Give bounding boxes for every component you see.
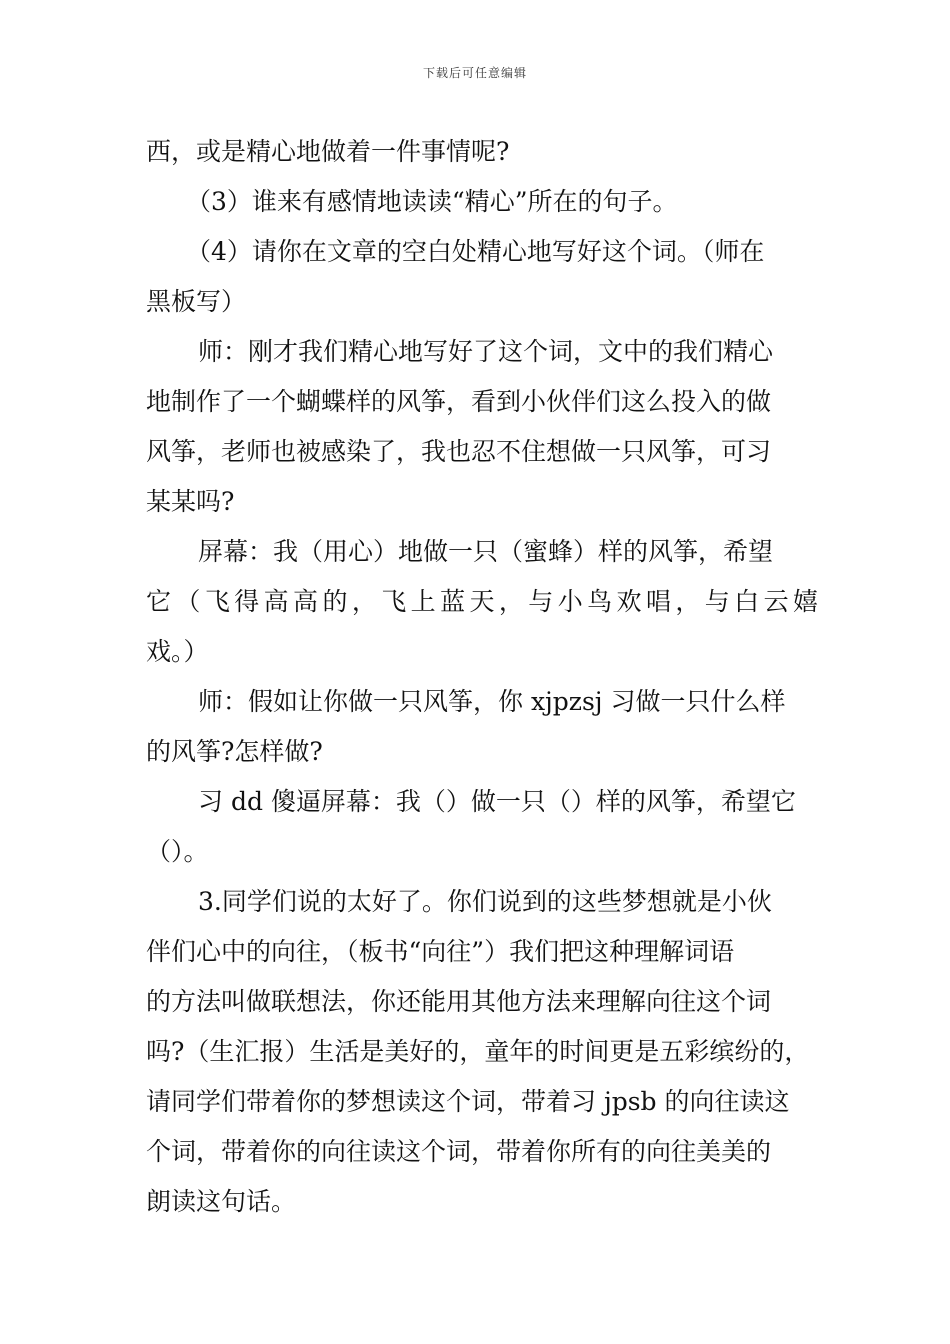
text-line: 黑板写） — [146, 287, 247, 316]
text-line: 伴们心中的向往，（板书“向往”）我们把这种理解词语 — [146, 937, 735, 966]
page-header: 下载后可任意编辑 — [422, 66, 527, 80]
text-line: 请同学们带着你的梦想读这个词，带着习 jpsb 的向往读这 — [146, 1087, 790, 1116]
text-line: （4）请你在文章的空白处精心地写好这个词。（师在 — [186, 237, 765, 266]
text-line: 地制作了一个蝴蝶样的风筝，看到小伙伴们这么投入的做 — [146, 387, 772, 416]
text-line: 的方法叫做联想法，你还能用其他方法来理解向往这个词 — [146, 987, 772, 1016]
text-line: 个词，带着你的向往读这个词，带着你所有的向往美美的 — [146, 1137, 772, 1166]
text-line: 师：刚才我们精心地写好了这个词，文中的我们精心 — [198, 337, 774, 366]
document-body — [146, 127, 818, 1227]
text-line: 风筝，老师也被感染了，我也忍不住想做一只风筝，可习 — [146, 437, 772, 466]
text-line: 某某吗? — [146, 487, 235, 516]
text-line: 吗?（生汇报）生活是美好的，童年的时间更是五彩缤纷的， — [146, 1037, 810, 1066]
text-line: （）。 — [146, 837, 209, 866]
text-line: 屏幕：我（用心）地做一只（蜜蜂）样的风筝，希望 — [198, 537, 774, 566]
text-line: （3）谁来有感情地读读“精心”所在的句子。 — [186, 187, 678, 216]
text-line: 3.同学们说的太好了。你们说到的这些梦想就是小伙 — [198, 887, 772, 916]
text-line: 师：假如让你做一只风筝，你 xjpzsj 习做一只什么样 — [198, 687, 786, 716]
text-line: 朗读这句话。 — [146, 1187, 297, 1216]
text-line: 西，或是精心地做着一件事情呢? — [146, 137, 510, 166]
text-line: 习 dd 傻逼屏幕：我（）做一只（）样的风筝，希望它 — [198, 787, 796, 816]
text-line: 的风筝?怎样做? — [146, 737, 323, 766]
text-line: 戏。） — [146, 637, 209, 666]
text-line: 它（飞得高高的，飞上蓝天，与小鸟欢唱，与白云嬉 — [146, 587, 818, 616]
